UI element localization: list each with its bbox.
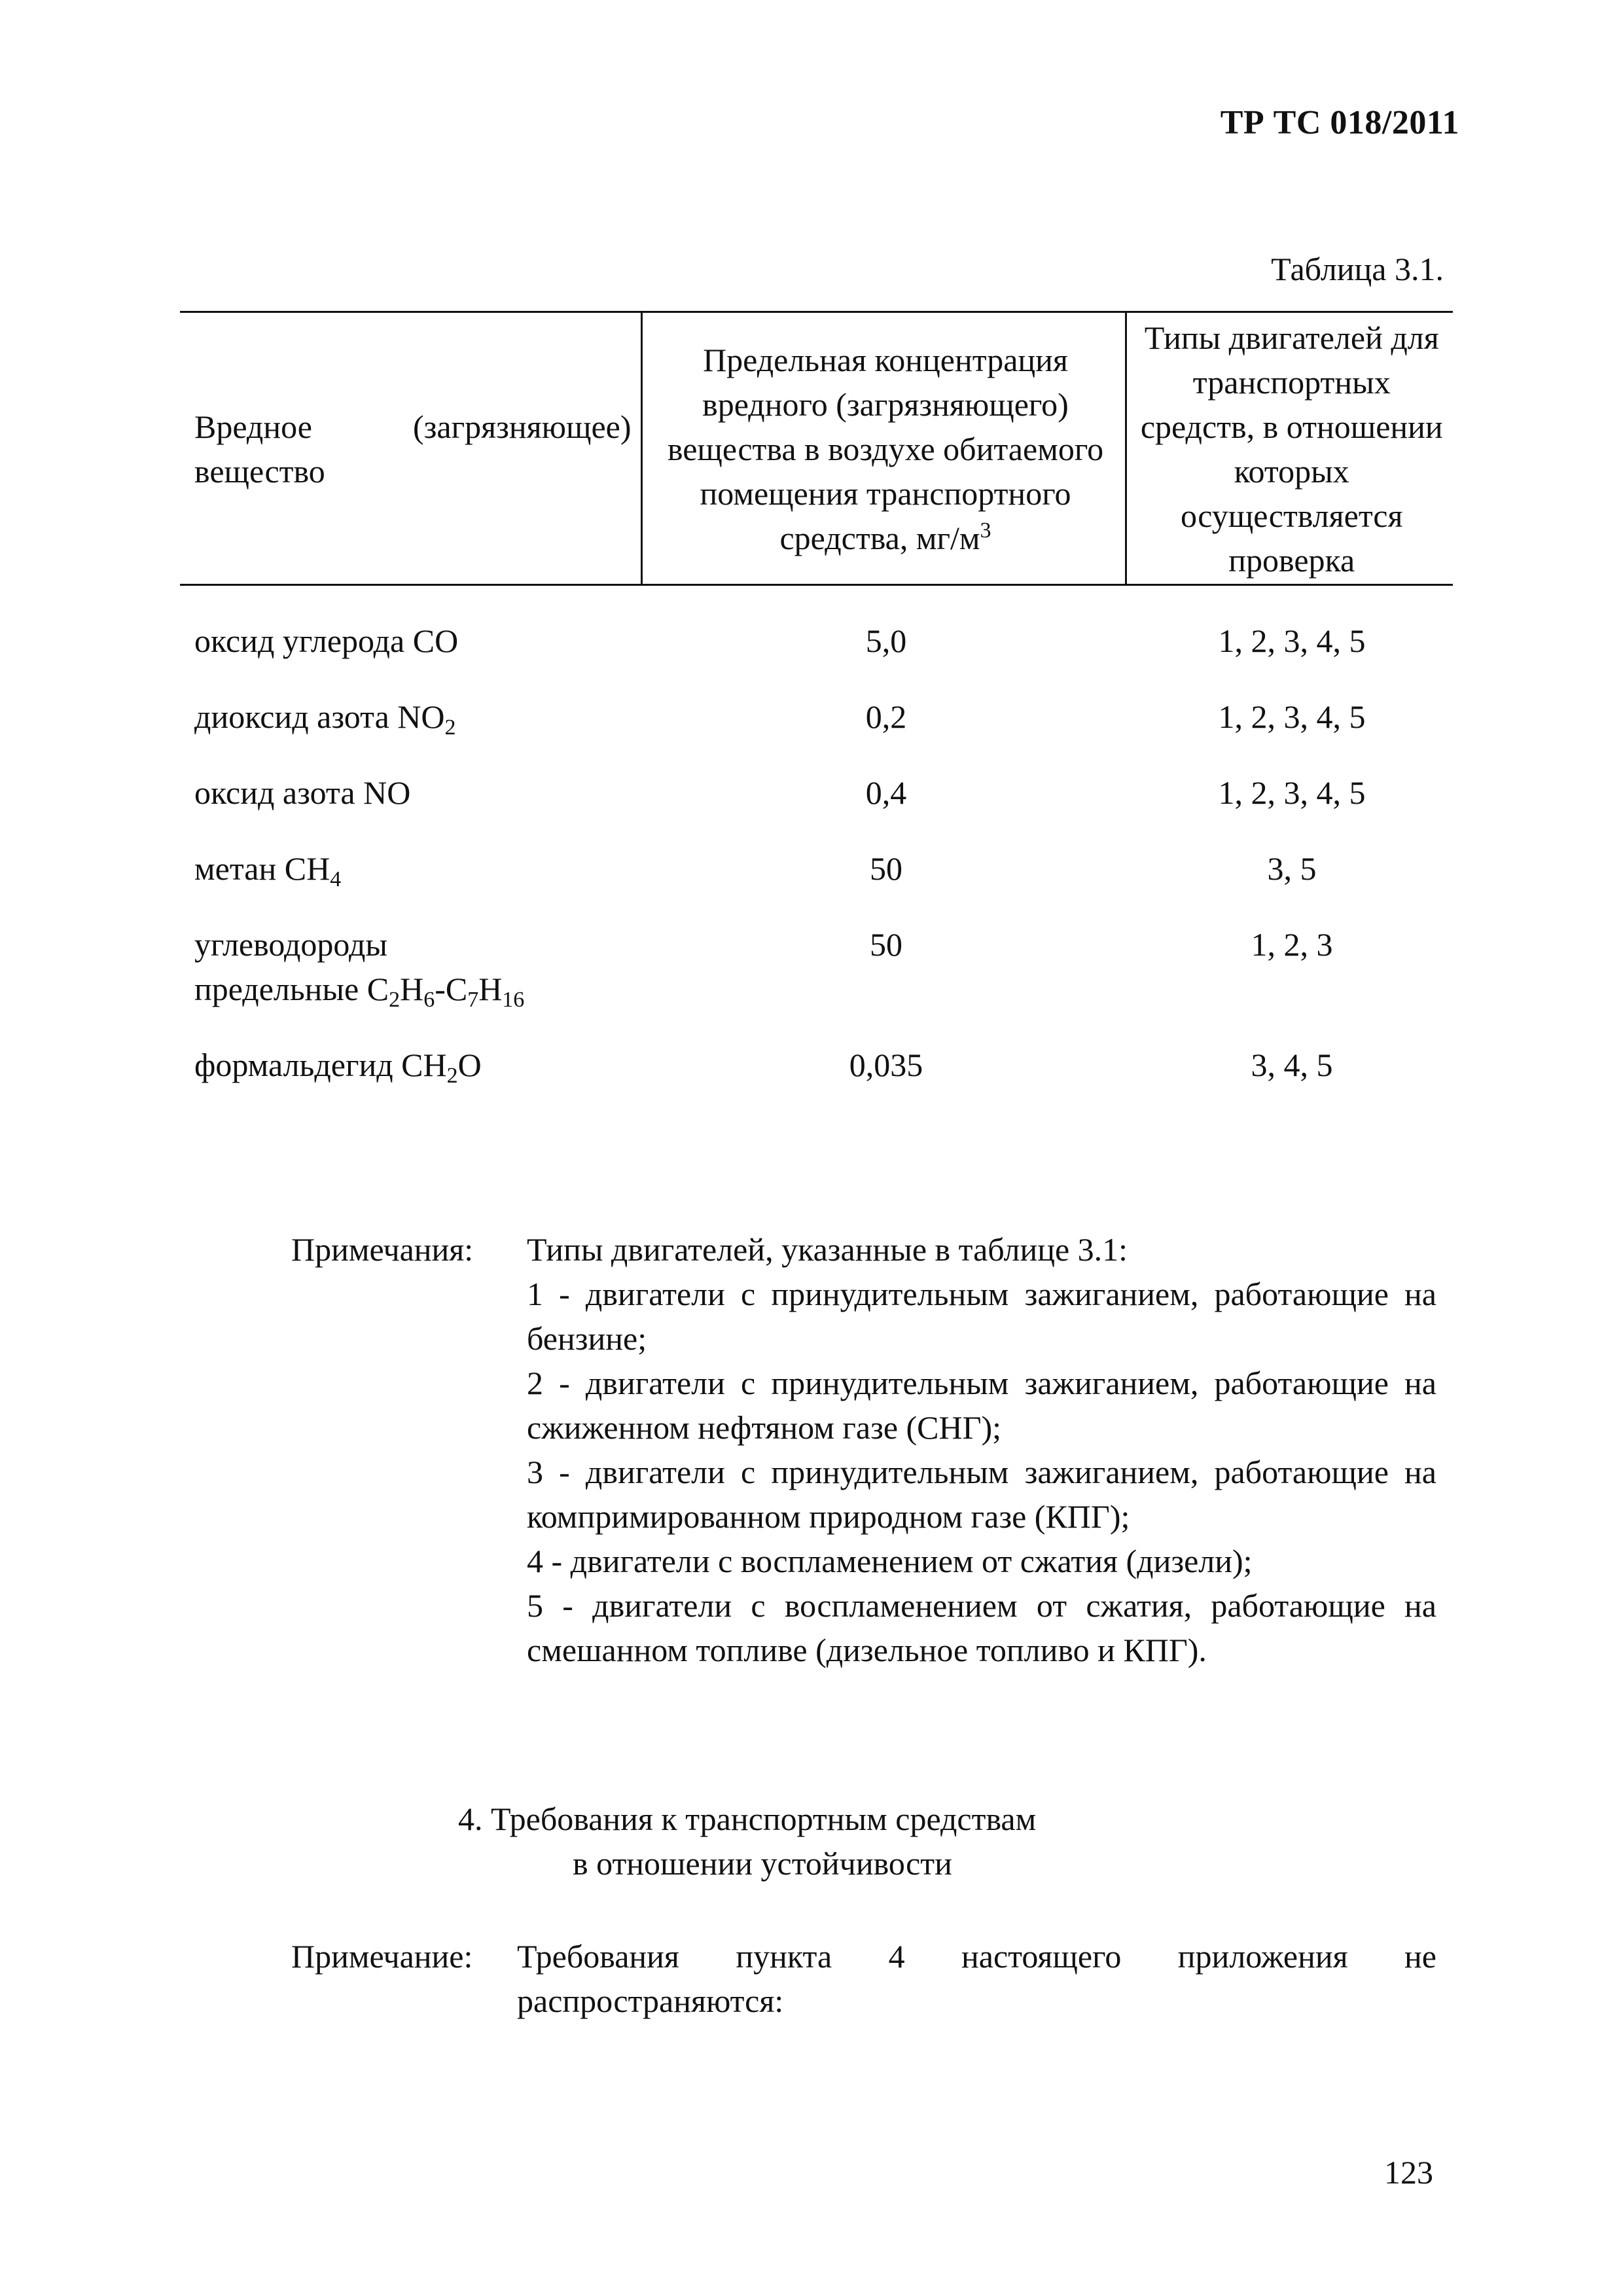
engine-types-cell: 1, 2, 3, 4, 5 [1218,698,1366,735]
notes-body [527,1227,1436,1672]
section-note [291,1934,1436,2023]
engine-types-cell: 3, 4, 5 [1251,1047,1333,1083]
subscript: 6 [423,988,435,1012]
unit-exponent: 3 [980,518,991,543]
concentration-cell: 5,0 [865,622,907,659]
substance-cell [180,815,641,891]
subscript: 2 [446,1064,458,1088]
section-heading-line1: 4. Требования к транспортным средствам [458,1801,1037,1837]
engine-types-cell: 1, 2, 3, 4, 5 [1218,622,1366,659]
substance-cell: оксид азота NO [194,774,411,811]
concentration-cell: 50 [870,926,902,963]
substance-cell [180,891,641,1011]
section-note-text: Требования пункта 4 настоящего приложения не распространяются: [517,1938,1436,2019]
limits-table [180,311,1453,1087]
column-header-substance: Вредное (загрязняющее) вещество [194,408,632,490]
page-number: 123 [1384,2154,1433,2191]
section-heading-line2: в отношении устойчивости [573,1845,952,1882]
subscript: 4 [330,867,342,891]
concentration-cell: 50 [870,850,902,887]
notes-label: Примечания: [291,1231,474,1268]
subscript: 7 [467,988,479,1012]
concentration-cell: 0,035 [849,1047,923,1083]
substance-text: O [457,1047,482,1083]
engine-types-cell: 3, 5 [1267,850,1317,887]
column-header-concentration [641,312,1126,585]
engine-types-cell: 1, 2, 3, 4, 5 [1218,774,1366,811]
table-row [180,739,1453,815]
substance-text: H [400,971,424,1007]
document-code: ТР ТС 018/2011 [1220,104,1459,141]
table-row [180,815,1453,891]
column-header-engine-types: Типы двигателей для транспортных средств, в отношении которых осуществляется проверка [1126,312,1453,585]
note-item: 5 - двигатели с воспламенением от сжатия, работающие на смешанном топливе (дизельное топливо и КПГ). [527,1587,1436,1668]
table-row [180,1011,1453,1087]
table-row [180,663,1453,739]
substance-text: H [478,971,503,1007]
substance-line1: углеводороды [194,926,387,963]
notes-block [291,1227,1436,1672]
table-row [180,585,1453,664]
note-item: 1 - двигатели с принудительным зажиганием, работающие на бензине; [527,1276,1436,1357]
table-caption: Таблица 3.1. [1271,251,1444,287]
concentration-cell: 0,4 [865,774,907,811]
substance-cell: оксид углерода CO [194,622,459,659]
subscript: 16 [502,988,525,1012]
section-note-label: Примечание: [291,1938,473,1975]
subscript: 2 [389,988,401,1012]
engine-types-cell: 1, 2, 3 [1251,926,1333,963]
note-item: 3 - двигатели с принудительным зажиганием, работающие на компримированном природном газе (КПГ); [527,1454,1436,1535]
substance-text: -C [435,971,468,1007]
substance-cell [180,663,641,739]
concentration-cell: 0,2 [865,698,907,735]
substance-text: предельные C [194,971,389,1007]
note-item: 4 - двигатели с воспламенением от сжатия (дизели); [527,1543,1253,1579]
table-row [180,891,1453,1011]
table-header-row [180,312,1453,585]
substance-cell [180,1011,641,1087]
notes-intro: Типы двигателей, указанные в таблице 3.1: [527,1231,1128,1268]
section-heading [458,1797,1036,1886]
note-item: 2 - двигатели с принудительным зажиганием, работающие на сжиженном нефтяном газе (СНГ); [527,1365,1436,1446]
substance-text: диоксид азота NO [194,698,445,735]
substance-text: метан CH [194,850,330,887]
column-header-concentration-text: Предельная концентрация вредного (загрязняющего) вещества в воздухе обитаемого помещения транспортного средства, мг/м [667,342,1104,556]
substance-text: формальдегид CH [194,1047,447,1083]
subscript: 2 [444,715,456,740]
